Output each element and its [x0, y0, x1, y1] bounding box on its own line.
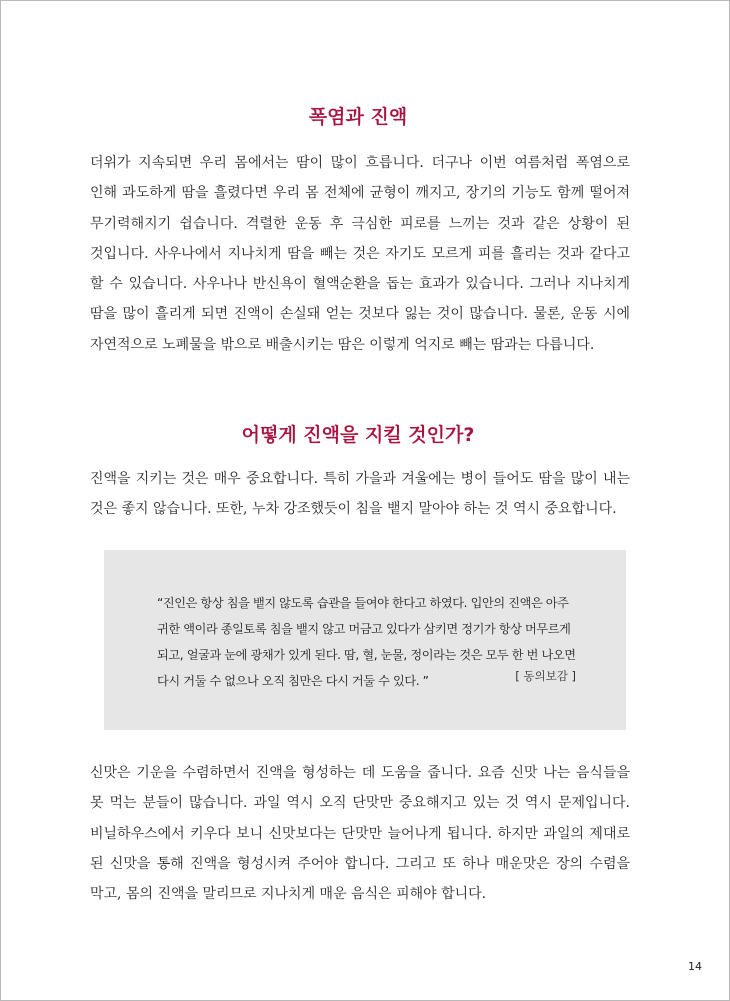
section-body-heatwave: 더위가 지속되면 우리 몸에서는 땀이 많이 흐릅니다. 더구나 이번 여름처럼 폭염으로 인해 과도하게 땀을 흘렸다면 우리 몸 전체에 균형이 깨지고, 장기의 기능도 함께 떨어져 무기력해지기 쉽습니다. 격렬한 운동 후 극심한 피로를 느끼는 것과 같은 상황이 된 것입니다. 사우나에서 지나치게 땀을 빼는 것은 자기도 모르게 피를 흘리는 것과 같다고 할 수 있습니다. 사우나나 반신욕이 혈액순환을 돕는 효과가 있습니다. 그러나 지나치게 땀을 많이 흘리게 되면 진액이 손실돼 얻는 것보다 잃는 것이 많습니다. 물론, 운동 시에 자연적으로 노폐물을 밖으로 배출시키는 땀은 이렇게 억지로 빼는 땀과는 다릅니다.: [90, 155, 630, 353]
section-intro-protect-fluids: 진액을 지키는 것은 매우 중요합니다. 특히 가을과 겨울에는 병이 들어도 땀을 많이 내는 것은 좋지 않습니다. 또한, 누차 강조했듯이 침을 뱉지 말아야 하는 것 역시 중요합니다.: [90, 471, 630, 518]
page-number: 14: [688, 960, 702, 973]
quote-text: “진인은 항상 침을 뱉지 않도록 습관을 들여야 한다고 하였다. 입안의 진액은 아주 귀한 액이라 종일토록 침을 뱉지 않고 머금고 있다가 삼키면 정기가 항상 머무르게 되고, 얼굴과 눈에 광채가 있게 된다. 땀, 혈, 눈물, 정이라는 것은 모두 한 번 나오면 다시 거둘 수 없으나 오직 침만은 다시 거둘 수 있다. ”: [157, 596, 576, 688]
section-body-sour-taste: 신맛은 기운을 수렴하면서 진액을 형성하는 데 도움을 줍니다. 요즘 신맛 나는 음식들을 못 먹는 분들이 많습니다. 과일 역시 오직 단맛만 중요해지고 있는 것 역시 문제입니다. 비닐하우스에서 키우다 보니 신맛보다는 단맛만 늘어나게 됩니다. 하지만 과일의 제대로 된 신맛을 통해 진액을 형성시켜 주어야 합니다. 그리고 또 하나 매운맛은 장의 수렴을 막고, 몸의 진액을 말리므로 지나치게 매운 음식은 피해야 합니다.: [90, 765, 630, 903]
quote-source: [ 동의보감 ]: [515, 669, 576, 683]
section-title-heatwave: 폭염과 진액: [308, 106, 408, 128]
section-title-protect-fluids: 어떻게 진액을 지킬 것인가?: [241, 424, 475, 446]
quote-box: [104, 550, 626, 730]
